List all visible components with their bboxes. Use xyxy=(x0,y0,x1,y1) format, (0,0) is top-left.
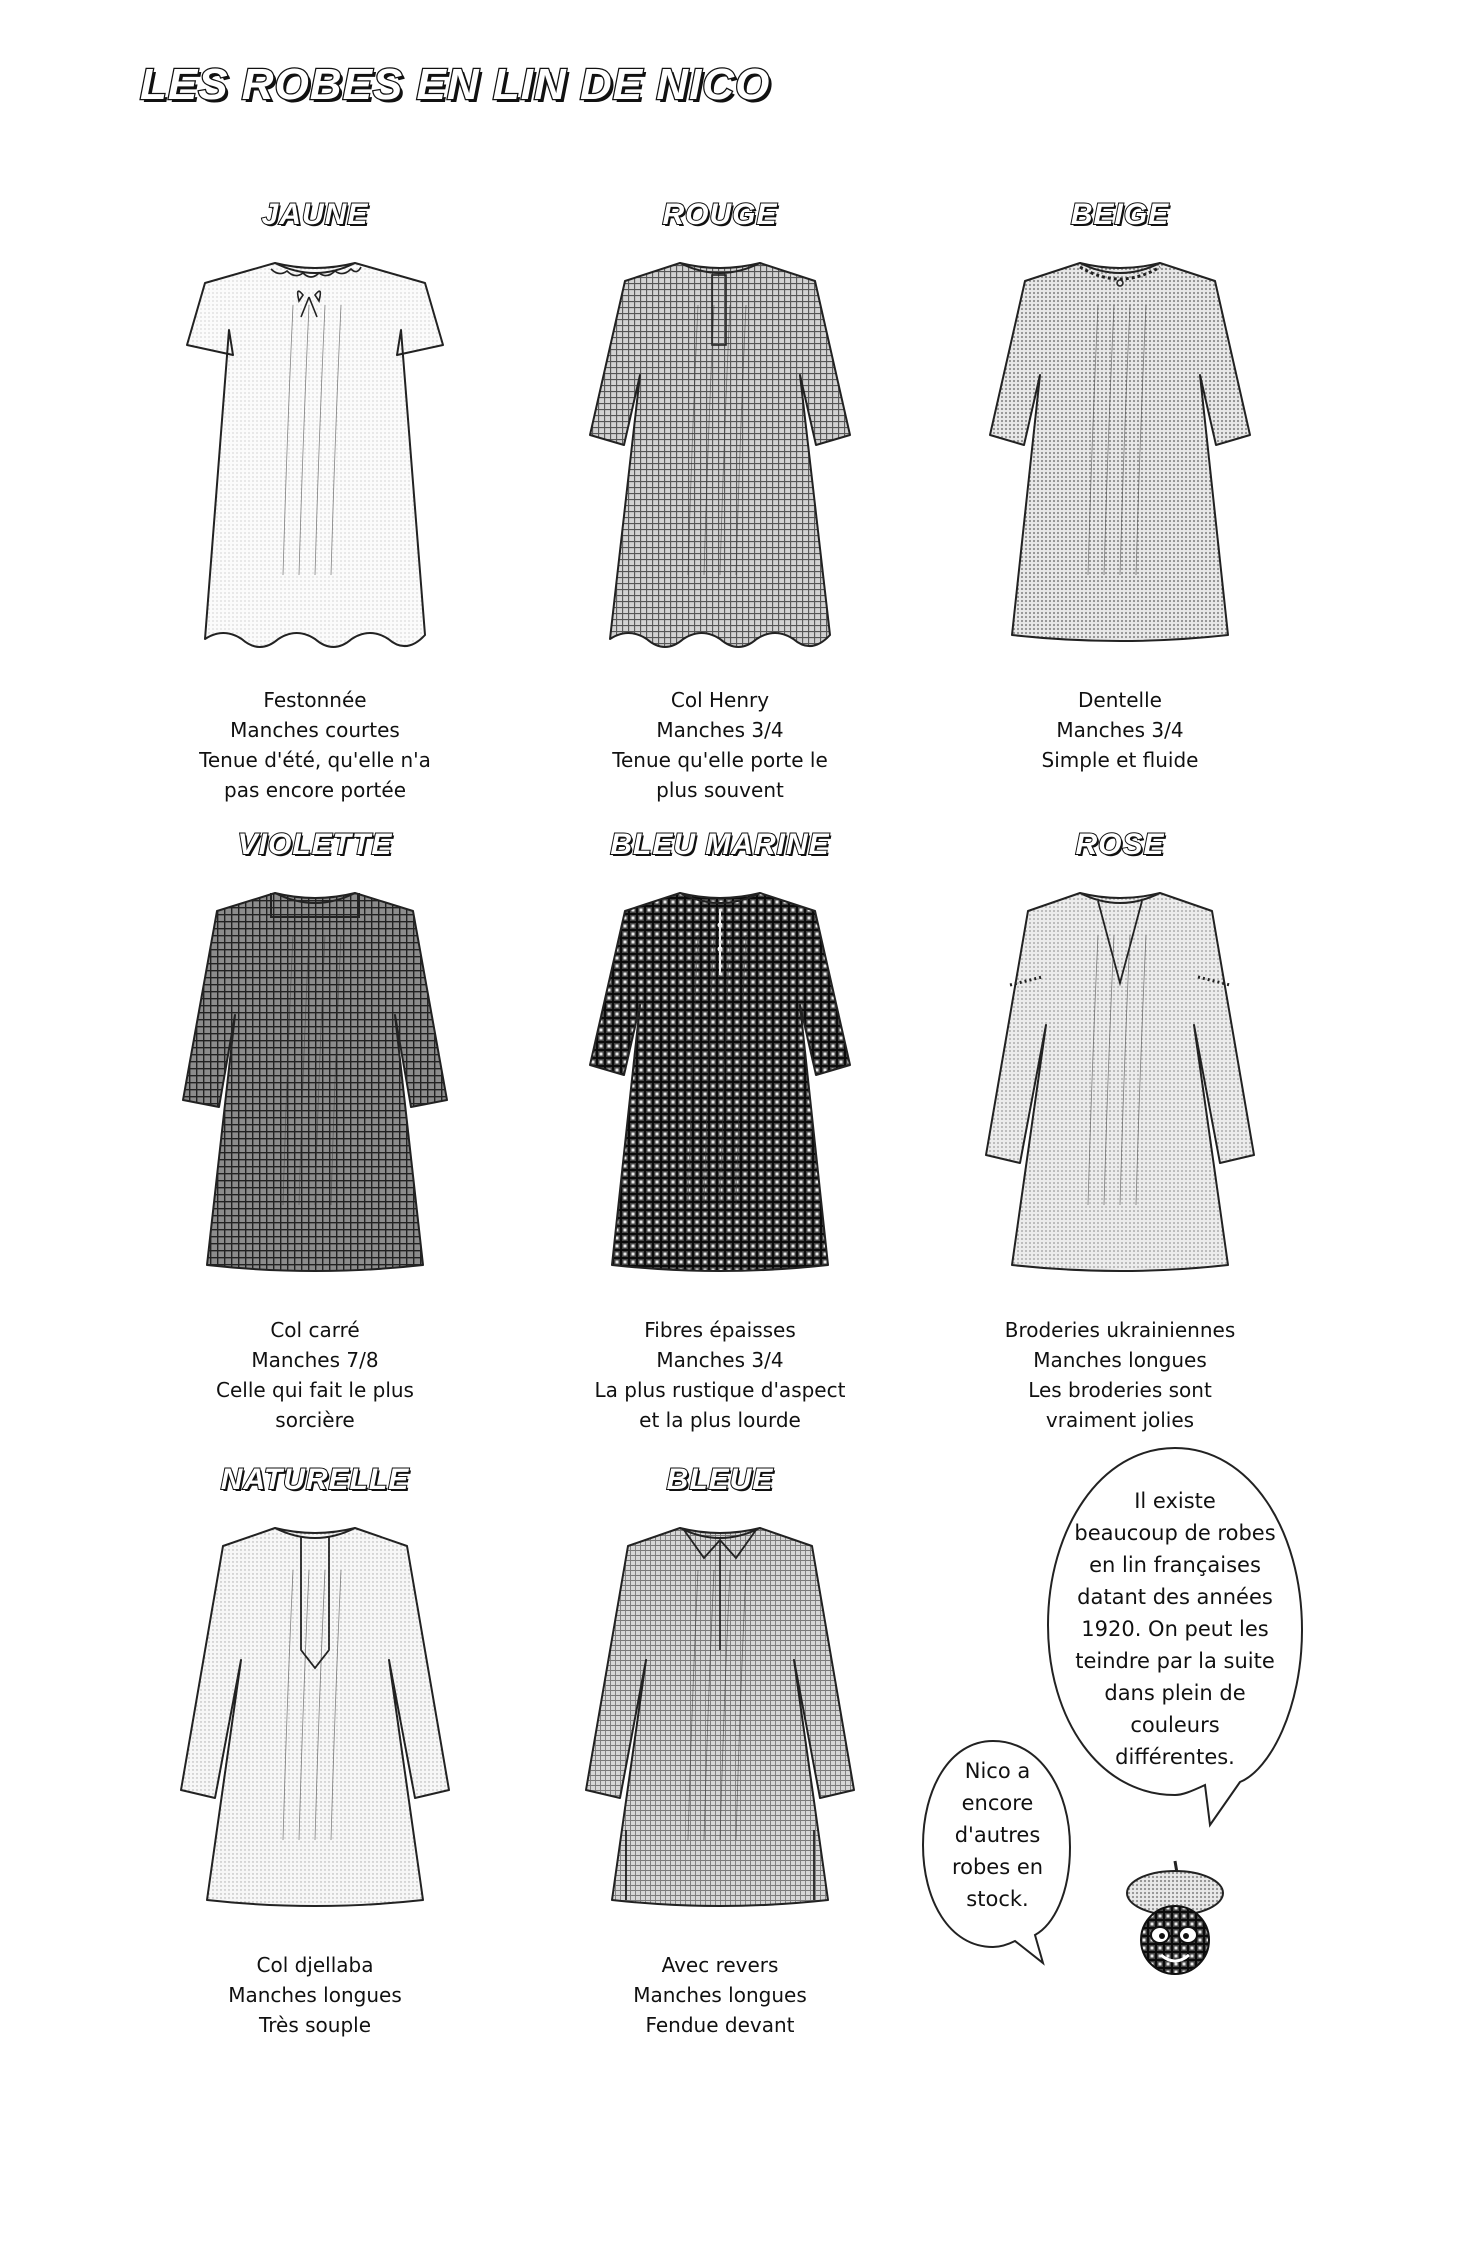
dress-body xyxy=(183,893,447,1271)
bubble-line: d'autres xyxy=(954,1823,1041,1847)
dress-illustration-rouge xyxy=(580,235,860,675)
button-icon xyxy=(718,923,723,928)
caption-line: Tenue qu'elle porte le xyxy=(612,748,828,772)
caption-line: Col djellaba xyxy=(256,1953,374,1977)
dress-title: JAUNE xyxy=(261,198,369,231)
dress-card-beige xyxy=(920,195,1320,775)
caption-line: Les broderies sont xyxy=(1028,1378,1212,1402)
dress-illustration-violette xyxy=(175,865,455,1305)
caption-line: Festonnée xyxy=(263,688,367,712)
dress-card-rouge xyxy=(520,195,920,805)
page-title: LES ROBES EN LIN DE NICO xyxy=(140,60,771,109)
dress-illustration-naturelle xyxy=(175,1500,455,1940)
dress-title: ROSE xyxy=(1075,828,1165,861)
caption-line: Fibres épaisses xyxy=(644,1318,796,1342)
bubble-line: dans plein de xyxy=(1104,1681,1246,1705)
caption-line: Fendue devant xyxy=(645,2013,795,2037)
caption-line: Celle qui fait le plus xyxy=(216,1378,414,1402)
dress-body xyxy=(590,263,850,647)
caption-line: Dentelle xyxy=(1078,688,1162,712)
bubble-line: en lin françaises xyxy=(1089,1553,1261,1577)
dress-card-bleue xyxy=(520,1460,920,2040)
dress-caption xyxy=(520,1315,920,1435)
dress-illustration-jaune xyxy=(175,235,455,675)
caption-line: Manches longues xyxy=(1033,1348,1207,1372)
dress-illustration-beige xyxy=(980,235,1260,675)
caption-line: Très souple xyxy=(258,2013,372,2037)
dress-caption xyxy=(520,685,920,805)
caption-line: Broderies ukrainiennes xyxy=(1004,1318,1236,1342)
caption-line: sorcière xyxy=(275,1408,355,1432)
caption-line: Manches 3/4 xyxy=(1056,718,1184,742)
dress-card-bleu-marine xyxy=(520,825,920,1435)
caption-line: Tenue d'été, qu'elle n'a xyxy=(199,748,431,772)
dress-caption xyxy=(920,685,1320,775)
bubble-line: Il existe xyxy=(1134,1489,1216,1513)
dress-title: BLEUE xyxy=(666,1463,774,1496)
bubble-line: datant des années xyxy=(1077,1585,1273,1609)
bubble-line: couleurs xyxy=(1130,1713,1220,1737)
caption-line: Col Henry xyxy=(670,688,770,712)
small-bubble-text xyxy=(925,1755,1070,1915)
bubble-line: encore xyxy=(961,1791,1034,1815)
dress-card-naturelle xyxy=(115,1460,515,2040)
caption-line: Col carré xyxy=(270,1318,360,1342)
dress-title: BEIGE xyxy=(1070,198,1170,231)
bubble-line: stock. xyxy=(966,1887,1029,1911)
beret-character-icon xyxy=(1115,1855,1235,1985)
caption-line: Manches 7/8 xyxy=(251,1348,379,1372)
caption-line: plus souvent xyxy=(656,778,784,802)
dress-illustration-rose xyxy=(980,865,1260,1305)
caption-line: Simple et fluide xyxy=(1041,748,1199,772)
caption-line: Manches 3/4 xyxy=(656,718,784,742)
caption-line: et la plus lourde xyxy=(639,1408,801,1432)
caption-line: Manches 3/4 xyxy=(656,1348,784,1372)
dress-body xyxy=(986,893,1254,1271)
dress-body xyxy=(990,263,1250,641)
bubble-line: teindre par la suite xyxy=(1075,1649,1275,1673)
dress-title: BLEU MARINE xyxy=(610,828,830,861)
caption-line: vraiment jolies xyxy=(1045,1408,1195,1432)
dress-card-violette xyxy=(115,825,515,1435)
caption-line: Manches longues xyxy=(228,1983,402,2007)
bubble-line: différentes. xyxy=(1115,1745,1235,1769)
dress-title: VIOLETTE xyxy=(237,828,393,861)
dress-illustration-bleu-marine xyxy=(580,865,860,1305)
bubble-line: robes en xyxy=(951,1855,1044,1879)
bubble-line: 1920. On peut les xyxy=(1081,1617,1269,1641)
dress-caption xyxy=(115,685,515,805)
dress-title: NATURELLE xyxy=(220,1463,410,1496)
caption-line: Manches courtes xyxy=(230,718,400,742)
dress-illustration-bleue xyxy=(580,1500,860,1940)
caption-line: pas encore portée xyxy=(224,778,406,802)
caption-line: Manches longues xyxy=(633,1983,807,2007)
large-bubble-text xyxy=(1055,1485,1295,1773)
caption-line: Avec revers xyxy=(661,1953,779,1977)
dress-caption xyxy=(520,1950,920,2040)
dress-body xyxy=(187,263,443,647)
dress-title: ROUGE xyxy=(662,198,778,231)
dress-caption xyxy=(115,1950,515,2040)
bubble-line: beaucoup de robes xyxy=(1074,1521,1276,1545)
dress-card-rose xyxy=(920,825,1320,1435)
dress-caption xyxy=(920,1315,1320,1435)
button-icon xyxy=(718,947,723,952)
dress-caption xyxy=(115,1315,515,1435)
dress-body xyxy=(181,1528,449,1906)
dress-card-jaune xyxy=(115,195,515,805)
caption-line: La plus rustique d'aspect xyxy=(594,1378,846,1402)
bubble-line: Nico a xyxy=(964,1759,1031,1783)
